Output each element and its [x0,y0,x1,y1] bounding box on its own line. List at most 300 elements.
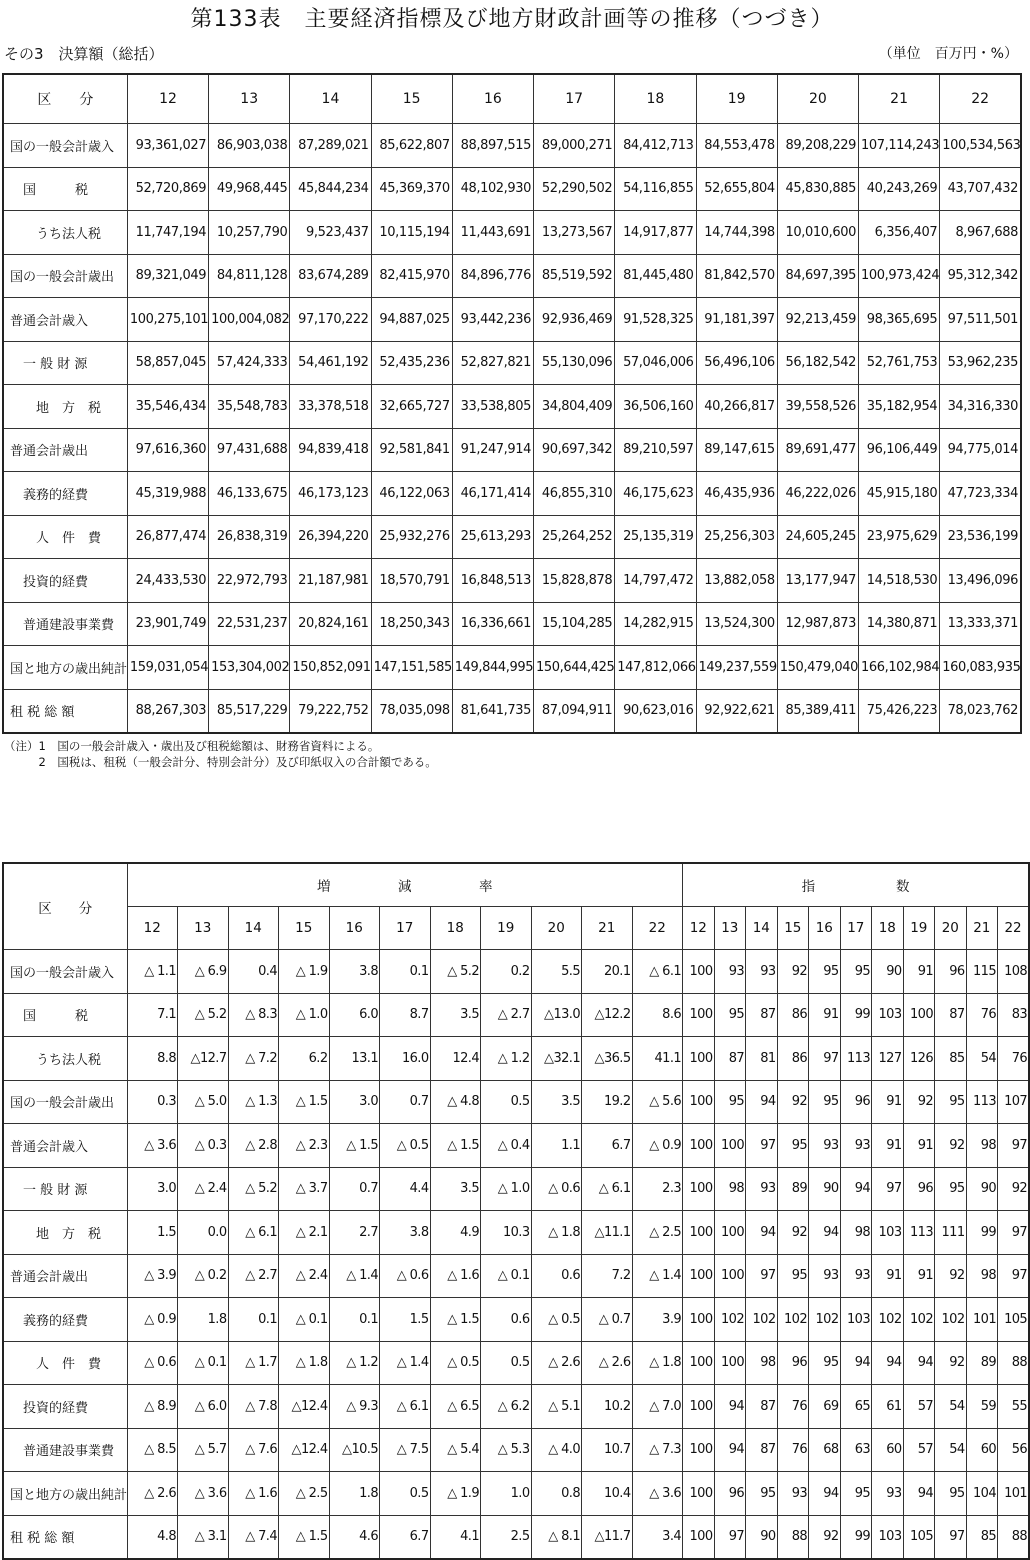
index-cell: 100 [683,1211,715,1255]
value-cell: 56,496,106 [696,341,777,385]
value-cell: 79,222,752 [290,689,371,733]
rate-cell: △ 3.6 [178,1472,229,1516]
value-cell: 54,116,855 [615,167,696,211]
rate-cell: 1.1 [531,1124,582,1168]
index-cell: 94 [840,1167,872,1211]
index-year-header: 18 [872,907,904,950]
value-cell: 84,412,713 [615,124,696,168]
rate-cell: △ 0.1 [481,1254,532,1298]
index-cell: 59 [966,1385,998,1429]
index-cell: 98 [966,1254,998,1298]
index-cell: 100 [683,1515,715,1559]
rate-cell: △ 7.4 [228,1515,279,1559]
table-row [3,254,1021,298]
index-cell: 96 [777,1341,809,1385]
rate-cell: △ 0.7 [582,1298,633,1342]
index-cell: 69 [809,1385,841,1429]
value-cell: 9,523,437 [290,211,371,255]
index-cell: 100 [714,1341,746,1385]
value-cell: 57,046,006 [615,341,696,385]
value-cell: 147,812,066 [615,646,696,690]
value-cell: 56,182,542 [777,341,858,385]
rate-year-header: 17 [380,907,431,950]
index-cell: 101 [998,1472,1030,1516]
index-cell: 97 [809,1037,841,1081]
value-cell: 92,936,469 [534,298,615,342]
rate-cell: △ 1.8 [632,1341,683,1385]
rate-cell: 2.3 [632,1167,683,1211]
row-label: 投資的経費 [3,1385,127,1429]
value-cell: 88,897,515 [452,124,533,168]
value-cell: 10,115,194 [371,211,452,255]
index-cell: 99 [966,1211,998,1255]
value-cell: 48,102,930 [452,167,533,211]
rate-cell: 1.8 [329,1472,380,1516]
value-cell: 23,901,749 [127,602,208,646]
rate-cell: 3.5 [430,1167,481,1211]
rate-cell: 8.8 [127,1037,178,1081]
index-cell: 88 [777,1515,809,1559]
index-cell: 93 [840,1124,872,1168]
index-cell: 90 [746,1515,778,1559]
rate-cell: △ 0.4 [481,1124,532,1168]
rate-cell: 3.8 [329,950,380,994]
index-cell: 86 [777,1037,809,1081]
row-label: 国と地方の歳出純計 [3,646,127,690]
rate-cell: △ 6.2 [481,1385,532,1429]
year-header: 19 [696,74,777,124]
rate-cell: △ 8.3 [228,993,279,1037]
index-cell: 56 [998,1428,1030,1472]
index-cell: 95 [840,950,872,994]
settlement-table [2,73,1022,734]
index-cell: 89 [966,1341,998,1385]
index-cell: 93 [714,950,746,994]
rate-cell: 2.5 [481,1515,532,1559]
rate-cell: △ 1.9 [279,950,330,994]
table-row [3,515,1021,559]
value-cell: 46,435,936 [696,472,777,516]
rate-cell: △ 0.6 [380,1254,431,1298]
rate-cell: 10.4 [582,1472,633,1516]
table-row [3,646,1021,690]
index-cell: 94 [746,1080,778,1124]
index-cell: 102 [872,1298,904,1342]
rate-cell: △11.1 [582,1211,633,1255]
rate-cell: △ 5.4 [430,1428,481,1472]
index-cell: 100 [683,1298,715,1342]
index-cell: 92 [809,1515,841,1559]
index-cell: 98 [840,1211,872,1255]
value-cell: 12,987,873 [777,602,858,646]
value-cell: 52,827,821 [452,341,533,385]
index-cell: 95 [935,1472,967,1516]
rate-cell: △ 1.4 [380,1341,431,1385]
value-cell: 84,553,478 [696,124,777,168]
rate-cell: △ 1.2 [481,1037,532,1081]
rate-cell: 0.7 [329,1167,380,1211]
index-cell: 65 [840,1385,872,1429]
rate-cell: 6.2 [279,1037,330,1081]
index-year-header: 21 [966,907,998,950]
table-row [3,1341,1029,1385]
value-cell: 23,536,199 [940,515,1021,559]
value-cell: 39,558,526 [777,385,858,429]
index-cell: 95 [777,1254,809,1298]
row-label: 国 税 [3,993,127,1037]
index-cell: 95 [714,1080,746,1124]
index-cell: 97 [998,1124,1030,1168]
rate-cell: △ 1.0 [279,993,330,1037]
value-cell: 89,208,229 [777,124,858,168]
value-cell: 20,824,161 [290,602,371,646]
row-label: 普通会計歳出 [3,428,127,472]
value-cell: 13,273,567 [534,211,615,255]
value-cell: 35,548,783 [209,385,290,429]
value-cell: 81,842,570 [696,254,777,298]
rate-cell: △ 0.5 [430,1341,481,1385]
value-cell: 40,243,269 [858,167,939,211]
rate-cell: 10.3 [481,1211,532,1255]
rate-cell: △ 1.0 [481,1167,532,1211]
rate-cell: 1.5 [127,1211,178,1255]
value-cell: 81,445,480 [615,254,696,298]
rate-cell: △ 0.6 [531,1167,582,1211]
rate-cell: 6.0 [329,993,380,1037]
rate-cell: △ 2.6 [531,1341,582,1385]
index-cell: 97 [746,1254,778,1298]
table-row [3,1254,1029,1298]
index-cell: 103 [872,993,904,1037]
index-cell: 96 [714,1472,746,1516]
rate-cell: 0.0 [178,1211,229,1255]
value-cell: 94,775,014 [940,428,1021,472]
rate-cell: 4.1 [430,1515,481,1559]
table-row [3,1515,1029,1559]
value-cell: 52,761,753 [858,341,939,385]
index-cell: 91 [903,950,935,994]
value-cell: 52,655,804 [696,167,777,211]
rate-cell: 8.7 [380,993,431,1037]
value-cell: 21,187,981 [290,559,371,603]
value-cell: 85,389,411 [777,689,858,733]
row-label: 普通会計歳出 [3,1254,127,1298]
row-label: 租 税 総 額 [3,1515,127,1559]
value-cell: 84,896,776 [452,254,533,298]
rate-cell: △12.2 [582,993,633,1037]
rate-cell: △ 1.4 [329,1254,380,1298]
value-cell: 46,175,623 [615,472,696,516]
rate-cell: 0.5 [481,1341,532,1385]
table-row [3,1037,1029,1081]
index-cell: 94 [714,1385,746,1429]
index-cell: 90 [809,1167,841,1211]
index-year-header: 13 [714,907,746,950]
rate-cell: 7.2 [582,1254,633,1298]
index-cell: 96 [935,950,967,994]
table-row [3,1428,1029,1472]
value-cell: 95,312,342 [940,254,1021,298]
index-cell: 100 [683,1037,715,1081]
value-cell: 52,435,236 [371,341,452,385]
rate-cell: △ 8.1 [531,1515,582,1559]
rate-cell: 19.2 [582,1080,633,1124]
value-cell: 26,838,319 [209,515,290,559]
index-cell: 100 [683,1341,715,1385]
rate-cell: 7.1 [127,993,178,1037]
rate-cell: △ 1.6 [430,1254,481,1298]
value-cell: 149,844,995 [452,646,533,690]
value-cell: 13,882,058 [696,559,777,603]
index-cell: 85 [935,1037,967,1081]
value-cell: 13,496,096 [940,559,1021,603]
rate-cell: △ 2.4 [279,1254,330,1298]
index-cell: 61 [872,1385,904,1429]
index-cell: 102 [809,1298,841,1342]
row-label: 普通建設事業費 [3,1428,127,1472]
value-cell: 16,336,661 [452,602,533,646]
value-cell: 35,182,954 [858,385,939,429]
table-row [3,428,1021,472]
value-cell: 49,968,445 [209,167,290,211]
value-cell: 45,915,180 [858,472,939,516]
value-cell: 100,004,082 [209,298,290,342]
index-cell: 93 [840,1254,872,1298]
table-row [3,1472,1029,1516]
table-row [3,167,1021,211]
corner-label: 区 分 [3,863,127,950]
index-cell: 102 [935,1298,967,1342]
value-cell: 14,282,915 [615,602,696,646]
value-cell: 36,506,160 [615,385,696,429]
year-header: 22 [940,74,1021,124]
value-cell: 18,250,343 [371,602,452,646]
value-cell: 25,932,276 [371,515,452,559]
index-cell: 94 [809,1211,841,1255]
year-header: 12 [127,74,208,124]
value-cell: 86,903,038 [209,124,290,168]
value-cell: 10,010,600 [777,211,858,255]
value-cell: 153,304,002 [209,646,290,690]
index-year-header: 15 [777,907,809,950]
rate-cell: 6.7 [380,1515,431,1559]
rate-cell: △ 0.5 [380,1124,431,1168]
note-2: 2 国税は、租税（一般会計分、特別会計分）及び印紙収入の合計額である。 [4,755,437,769]
value-cell: 14,518,530 [858,559,939,603]
index-cell: 96 [903,1167,935,1211]
value-cell: 52,290,502 [534,167,615,211]
index-cell: 89 [777,1167,809,1211]
index-cell: 60 [872,1428,904,1472]
value-cell: 55,130,096 [534,341,615,385]
index-cell: 100 [683,1385,715,1429]
value-cell: 14,380,871 [858,602,939,646]
table-row [3,1080,1029,1124]
index-cell: 68 [809,1428,841,1472]
index-cell: 86 [777,993,809,1037]
row-label: 義務的経費 [3,1298,127,1342]
notes [4,738,437,770]
index-cell: 94 [840,1341,872,1385]
rate-cell: △ 7.8 [228,1385,279,1429]
rate-cell: △13.0 [531,993,582,1037]
value-cell: 11,747,194 [127,211,208,255]
rate-cell: 0.6 [481,1298,532,1342]
value-cell: 46,855,310 [534,472,615,516]
index-cell: 54 [935,1385,967,1429]
index-cell: 127 [872,1037,904,1081]
value-cell: 15,828,878 [534,559,615,603]
value-cell: 33,378,518 [290,385,371,429]
rate-cell: 3.5 [531,1080,582,1124]
rate-cell: △ 6.1 [380,1385,431,1429]
value-cell: 89,000,271 [534,124,615,168]
index-cell: 97 [714,1515,746,1559]
rate-cell: △ 2.8 [228,1124,279,1168]
row-label: 一 般 財 源 [3,1167,127,1211]
value-cell: 89,147,615 [696,428,777,472]
rate-cell: 0.1 [228,1298,279,1342]
index-cell: 102 [903,1298,935,1342]
value-cell: 24,605,245 [777,515,858,559]
index-year-header: 17 [840,907,872,950]
table-year-header-row [3,907,1029,950]
value-cell: 85,519,592 [534,254,615,298]
index-cell: 92 [777,950,809,994]
rate-cell: △ 4.8 [430,1080,481,1124]
value-cell: 24,433,530 [127,559,208,603]
rate-cell: △ 6.0 [178,1385,229,1429]
row-label: うち法人税 [3,1037,127,1081]
index-cell: 101 [966,1298,998,1342]
rate-cell: 0.6 [531,1254,582,1298]
index-cell: 91 [809,993,841,1037]
value-cell: 33,538,805 [452,385,533,429]
rate-cell: 3.4 [632,1515,683,1559]
value-cell: 45,844,234 [290,167,371,211]
value-cell: 40,266,817 [696,385,777,429]
index-cell: 100 [714,1124,746,1168]
index-cell: 90 [966,1167,998,1211]
rate-cell: △36.5 [582,1037,633,1081]
rate-cell: 2.7 [329,1211,380,1255]
index-year-header: 22 [998,907,1030,950]
rate-cell: △ 4.0 [531,1428,582,1472]
index-cell: 100 [683,1472,715,1516]
rate-cell: △ 3.6 [632,1472,683,1516]
value-cell: 13,333,371 [940,602,1021,646]
table-header-row [3,74,1021,124]
index-cell: 94 [872,1341,904,1385]
index-cell: 103 [872,1211,904,1255]
value-cell: 46,133,675 [209,472,290,516]
rate-cell: 13.1 [329,1037,380,1081]
rate-cell: 3.5 [430,993,481,1037]
index-cell: 113 [840,1037,872,1081]
value-cell: 13,177,947 [777,559,858,603]
rate-cell: 0.2 [481,950,532,994]
value-cell: 85,517,229 [209,689,290,733]
index-cell: 87 [746,1385,778,1429]
rate-cell: △ 5.2 [228,1167,279,1211]
index-cell: 100 [683,993,715,1037]
index-cell: 97 [998,1254,1030,1298]
value-cell: 107,114,243 [858,124,939,168]
year-header: 16 [452,74,533,124]
value-cell: 92,581,841 [371,428,452,472]
table-row [3,1385,1029,1429]
rate-cell: △ 7.6 [228,1428,279,1472]
value-cell: 45,830,885 [777,167,858,211]
value-cell: 84,697,395 [777,254,858,298]
rate-cell: 5.5 [531,950,582,994]
rate-cell: 3.0 [127,1167,178,1211]
rate-cell: △ 7.5 [380,1428,431,1472]
rate-cell: △ 2.5 [632,1211,683,1255]
value-cell: 14,917,877 [615,211,696,255]
table-row [3,993,1029,1037]
value-cell: 25,135,319 [615,515,696,559]
row-label: 一 般 財 源 [3,341,127,385]
index-cell: 92 [777,1211,809,1255]
rate-year-header: 21 [582,907,633,950]
rate-cell: △ 1.5 [279,1515,330,1559]
index-cell: 92 [903,1080,935,1124]
value-cell: 34,316,330 [940,385,1021,429]
rate-year-header: 13 [178,907,229,950]
index-cell: 93 [746,950,778,994]
rate-cell: △12.4 [279,1385,330,1429]
table-row [3,124,1021,168]
rate-cell: 41.1 [632,1037,683,1081]
value-cell: 54,461,192 [290,341,371,385]
value-cell: 34,804,409 [534,385,615,429]
index-cell: 87 [746,993,778,1037]
index-cell: 103 [872,1515,904,1559]
value-cell: 92,922,621 [696,689,777,733]
value-cell: 46,122,063 [371,472,452,516]
rate-cell: △ 1.8 [531,1211,582,1255]
rate-cell: △ 2.3 [279,1124,330,1168]
value-cell: 8,967,688 [940,211,1021,255]
index-cell: 108 [998,950,1030,994]
table-row [3,298,1021,342]
rate-cell: △ 0.3 [178,1124,229,1168]
value-cell: 46,173,123 [290,472,371,516]
index-cell: 76 [777,1385,809,1429]
rate-cell: △ 5.1 [531,1385,582,1429]
value-cell: 87,094,911 [534,689,615,733]
index-cell: 57 [903,1428,935,1472]
row-label: 人 件 費 [3,515,127,559]
index-cell: 97 [872,1167,904,1211]
index-cell: 94 [746,1211,778,1255]
index-cell: 76 [777,1428,809,1472]
index-cell: 95 [809,1080,841,1124]
value-cell: 47,723,334 [940,472,1021,516]
value-cell: 83,674,289 [290,254,371,298]
value-cell: 149,237,559 [696,646,777,690]
value-cell: 25,264,252 [534,515,615,559]
index-cell: 92 [935,1254,967,1298]
index-cell: 91 [872,1080,904,1124]
value-cell: 14,797,472 [615,559,696,603]
table-row [3,211,1021,255]
index-cell: 100 [683,1124,715,1168]
index-cell: 95 [809,1341,841,1385]
rate-cell: △ 5.6 [632,1080,683,1124]
rate-cell: △ 8.5 [127,1428,178,1472]
